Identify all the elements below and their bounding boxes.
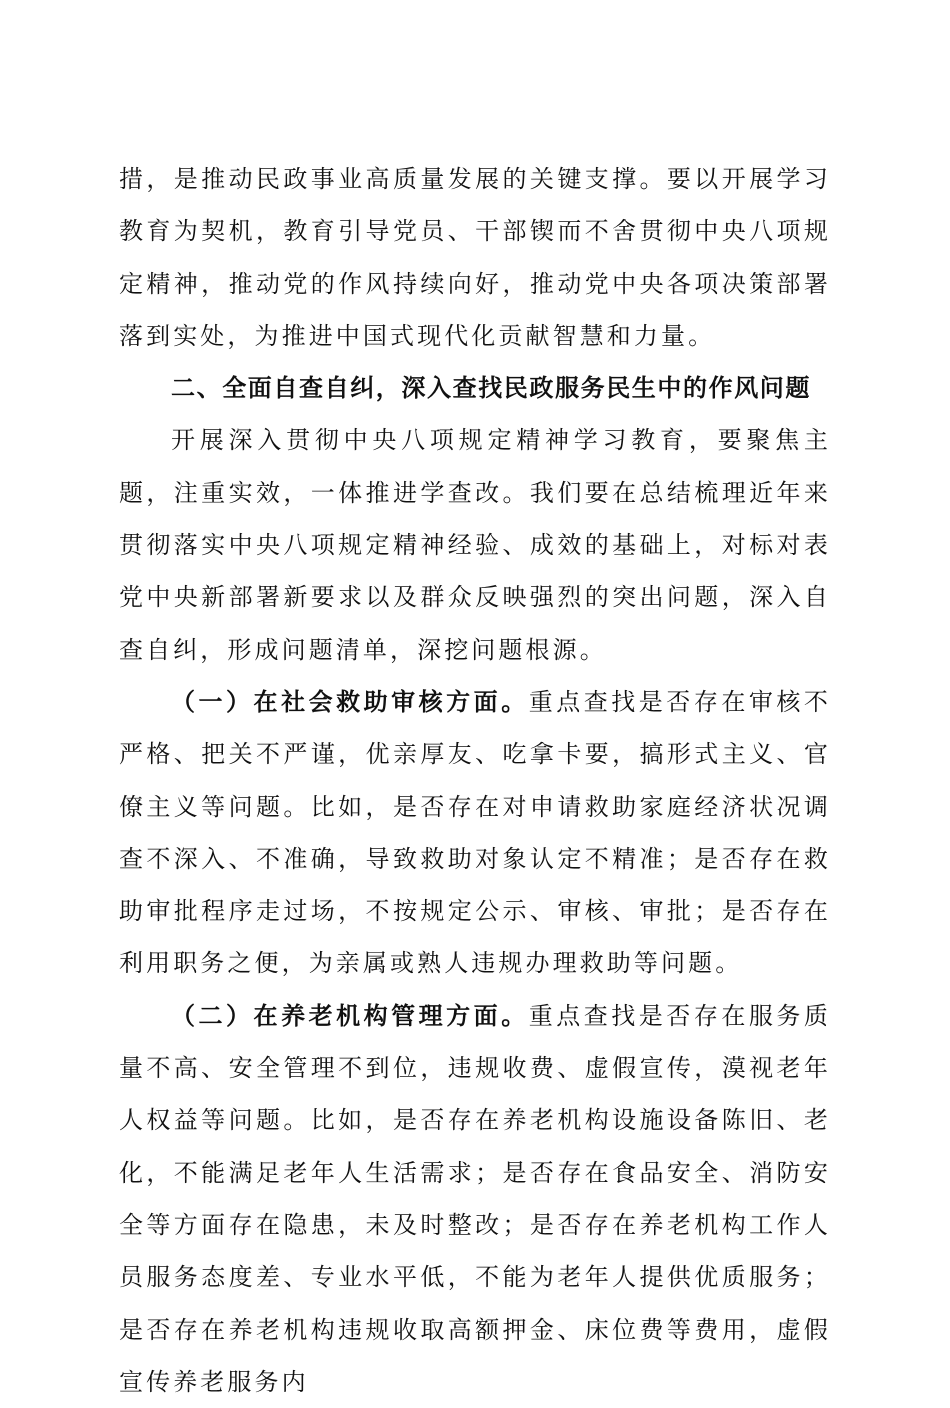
item-one-body: 重点查找是否存在审核不严格、把关不严谨，优亲厚友、吃拿卡要，搞形式主义、官僚主义等问题。比如，是否存在对申请救助家庭经济状况调查不深入、不准确，导致救助对象认定不精准；是否存在救助审批程序走过场，不按规定公示、审核、审批；是否存在利用职务之便，为亲属或熟人违规办理救助等问题。	[119, 687, 831, 978]
item-two-paragraph	[119, 990, 831, 1408]
item-two-body: 重点查找是否存在服务质量不高、安全管理不到位，违规收费、虚假宣传，漠视老年人权益等问题。比如，是否存在养老机构设施设备陈旧、老化，不能满足老年人生活需求；是否存在食品安全、消防安全等方面存在隐患，未及时整改；是否存在养老机构工作人员服务态度差、专业水平低，不能为老年人提供优质服务；是否存在养老机构违规收取高额押金、床位费等费用，虚假宣传养老服务内	[119, 1001, 831, 1396]
continuation-paragraph: 措，是推动民政事业高质量发展的关键支撑。要以开展学习教育为契机，教育引导党员、干部锲而不舍贯彻中央八项规定精神，推动党的作风持续向好，推动党中央各项决策部署落到实处，为推进中国式现代化贡献智慧和力量。	[119, 165, 831, 350]
section-two-intro-paragraph: 开展深入贯彻中央八项规定精神学习教育，要聚焦主题，注重实效，一体推进学查改。我们要在总结梳理近年来贯彻落实中央八项规定精神经验、成效的基础上，对标对表党中央新部署新要求以及群众反映强烈的突出问题，深入自查自纠，形成问题清单，深挖问题根源。	[119, 426, 831, 664]
item-one-paragraph	[119, 676, 831, 990]
item-one-heading: （一）在社会救助审核方面。	[171, 686, 529, 716]
item-two-heading: （二）在养老机构管理方面。	[171, 1000, 529, 1030]
section-two-heading: 二、全面自查自纠，深入查找民政服务民生中的作风问题	[171, 374, 811, 403]
document-body	[119, 153, 831, 1408]
